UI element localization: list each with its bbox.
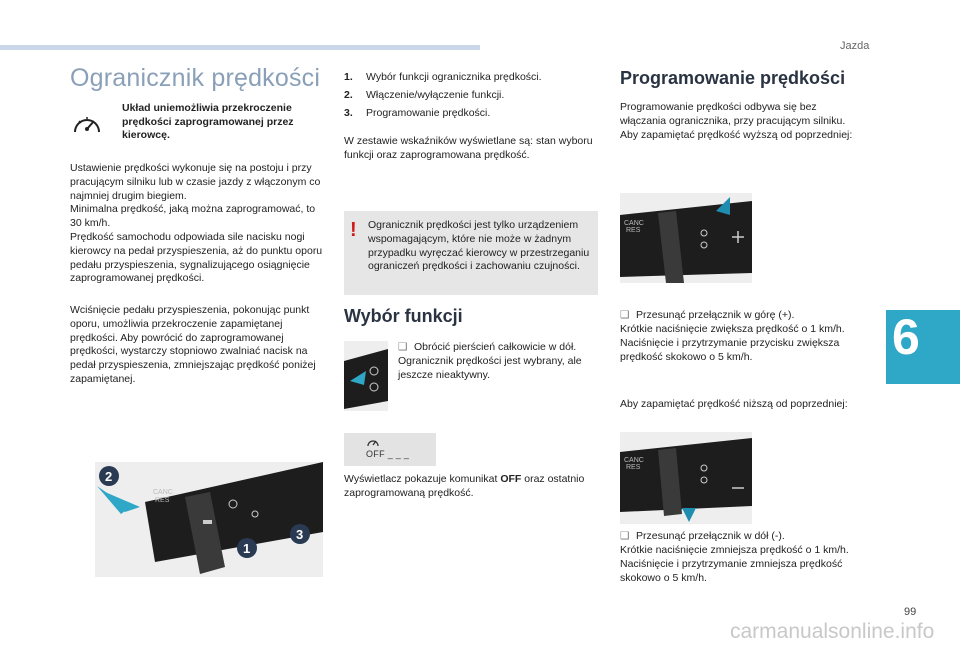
lever-res-label: RES bbox=[626, 464, 641, 471]
up-bullet: ❑ Przesunąć przełącznik w górę (+). bbox=[620, 309, 795, 321]
bullet-icon: ❑ bbox=[398, 341, 408, 353]
svg-text:3: 3 bbox=[296, 527, 304, 542]
down-text: Krótkie naciśnięcie zmniejsza prędkość o 1 km/h. Naciśnięcie i przytrzymanie zmniejsza prędkość skokowo o 5 km/h. bbox=[620, 544, 849, 584]
lever-canc-label: CANC bbox=[153, 489, 173, 496]
display-note: W zestawie wskaźników wyświetlane są: stan wyboru funkcji oraz zaprogramowana prędkość. bbox=[344, 135, 593, 161]
off-message: Wyświetlacz pokazuje komunikat OFF oraz ostatnio zaprogramowaną prędkość. bbox=[344, 473, 585, 499]
watermark: carmanualsonline.info bbox=[730, 620, 935, 643]
bullet-icon: ❑ bbox=[620, 309, 630, 321]
section-title-speed-limiter: Ogranicznik prędkości bbox=[70, 64, 321, 92]
chapter-label: Jazda bbox=[840, 40, 870, 52]
svg-text:1: 1 bbox=[243, 541, 251, 556]
speed-limiter-icon bbox=[366, 436, 380, 448]
off-display-text: OFF _ _ _ bbox=[366, 449, 410, 459]
lower-intro: Aby zapamiętać prędkość niższą od poprzedniej: bbox=[620, 398, 848, 410]
warning-box bbox=[344, 211, 598, 295]
lever-res-label: RES bbox=[155, 497, 170, 504]
step-item: 3. Programowanie prędkości. bbox=[344, 107, 491, 119]
lever-illustration-up bbox=[620, 193, 752, 283]
select-bullet: ❑ Obrócić pierścień całkowicie w dół. Ogranicznik prędkości jest wybrany, ale jeszcze nieaktywny. bbox=[398, 341, 582, 381]
page-number: 99 bbox=[904, 606, 917, 618]
lever-canc-label: CANC bbox=[624, 457, 644, 464]
lever-canc-label: CANC bbox=[624, 220, 644, 227]
warning-text: Ogranicznik prędkości jest tylko urządzeniem wspomagającym, które nie może w żadnym przypadku wyręczać kierowcy w przestrzeganiu ograniczeń prędkości i zachowaniu czujności. bbox=[368, 219, 590, 273]
up-text: Krótkie naciśnięcie zwiększa prędkość o 1 km/h. Naciśnięcie i przytrzymanie przycisku zwiększa prędkość skokowo o 5 km/h. bbox=[620, 323, 845, 363]
step-item: 2. Włączenie/wyłączenie funkcji. bbox=[344, 89, 505, 101]
lever-illustration-main bbox=[95, 462, 323, 577]
section-title-function-select: Wybór funkcji bbox=[344, 306, 463, 326]
speedometer-icon bbox=[70, 108, 104, 142]
section-title-programming: Programowanie prędkości bbox=[620, 68, 846, 88]
intro-bold-text: Układ uniemożliwia przekroczenie prędkości zaprogramowanej przez kierowcę. bbox=[122, 102, 294, 141]
left-paragraph-1: Ustawienie prędkości wykonuje się na postoju i przy pracującym silniku lub w czasie jazdy z włączonym co najmniej drugim biegiem. Minimalna prędkość, jaką można zaprogramować, to 30 km/h. Prędkość samochodu odpowiada sile nacisku nogi kierowcy na pedał przyspieszenia, aż do punktu oporu pedału przyspieszenia, sygnalizującego osiągnięcie zaprogramowanej prędkości. bbox=[70, 162, 323, 285]
top-accent-bar bbox=[0, 45, 480, 50]
programming-intro: Programowanie prędkości odbywa się bez włączania ogranicznika, przy pracującym silniku. Aby zapamiętać prędkość wyższą od poprzedniej: bbox=[620, 101, 853, 141]
off-display-panel bbox=[344, 433, 436, 466]
lever-illustration-ring bbox=[344, 341, 388, 411]
function-steps-list bbox=[344, 68, 542, 122]
left-paragraph-2: Wciśnięcie pedału przyspieszenia, pokonując punkt oporu, umożliwia przekroczenie zapamiętanej prędkości. Aby powrócić do zaprogramowanej prędkości, wystarczy stopniowo zwalniać nacisk na pedał przyspieszenia, zmniejszając prędkość poniżej zapamiętanej. bbox=[70, 304, 316, 385]
step-item: 1. Wybór funkcji ogranicznika prędkości. bbox=[344, 71, 542, 83]
lever-illustration-down bbox=[620, 432, 752, 524]
lever-res-label: RES bbox=[626, 227, 641, 234]
bullet-icon: ❑ bbox=[620, 530, 630, 542]
chapter-number: 6 bbox=[892, 309, 920, 365]
svg-text:2: 2 bbox=[105, 469, 113, 484]
down-bullet: ❑ Przesunąć przełącznik w dół (-). bbox=[620, 530, 785, 542]
exclamation-icon: ! bbox=[350, 219, 357, 241]
